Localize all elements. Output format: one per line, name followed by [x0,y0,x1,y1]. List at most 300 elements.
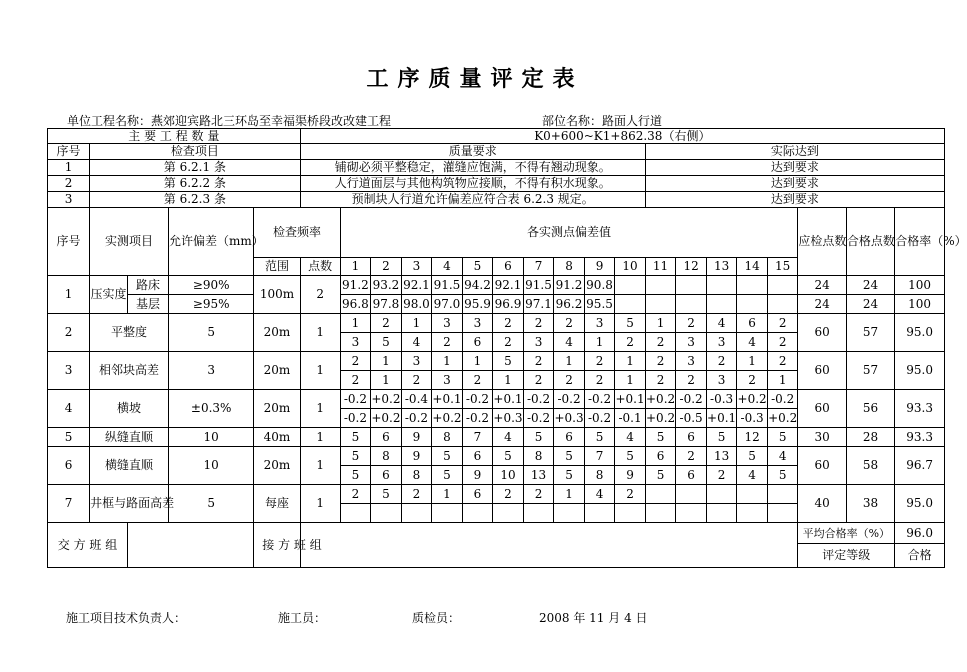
check-item-row [48,192,945,208]
compaction-layer: 路床 [127,276,168,295]
measured-item-points: 1 [300,314,340,352]
footer-date: 2008 年 11 月 4 日 [539,611,648,625]
deviation-value: -0.2 [767,390,798,409]
deviation-value: -0.5 [676,409,707,428]
deviation-value: 5 [432,447,463,466]
deviation-value [645,276,676,295]
deviation-value: +0.2 [645,390,676,409]
deviation-value: 3 [432,314,463,333]
header-col-number: 2 [371,258,402,276]
deviation-value: 3 [676,333,707,352]
header-col-number: 4 [432,258,463,276]
deviation-value: 2 [523,314,554,333]
compaction-row [48,295,945,314]
compaction-tolerance: ≥95% [169,295,254,314]
header-seq: 序号 [48,208,90,276]
should-check-count: 24 [798,295,846,314]
deviation-value: 91.2 [340,276,371,295]
measured-item-seq: 6 [48,447,90,485]
deviation-value: -0.2 [676,390,707,409]
deviation-value: -0.2 [554,390,585,409]
measured-item-name: 相邻块高差 [90,352,169,390]
deviation-value [737,485,768,504]
deviation-value: 5 [493,447,524,466]
deviation-value: 5 [371,333,402,352]
deviation-value [767,485,798,504]
header-col-number: 1 [340,258,371,276]
deviation-value: 4 [737,333,768,352]
should-check-count: 60 [798,352,846,390]
deviation-value [676,485,707,504]
deviation-value: 97.8 [371,295,402,314]
deviation-value [340,504,371,523]
measured-item-points: 1 [300,390,340,428]
deviation-value: +0.1 [615,390,646,409]
deviation-value: 1 [493,371,524,390]
check-item-requirement: 铺砌必须平整稳定，灌缝应饱满，不得有翘动现象。 [300,160,645,176]
deviation-value: 9 [401,428,432,447]
measured-item-tolerance: 5 [169,314,254,352]
header-frequency: 检查频率 [254,208,340,258]
header-range: 范围 [254,258,300,276]
deviation-value [645,504,676,523]
deviation-value: 6 [462,447,493,466]
handover-team-label: 交 方 班 组 [48,523,128,568]
deviation-value [767,276,798,295]
deviation-value: 5 [584,428,615,447]
check-item-actual: 达到要求 [645,160,944,176]
measured-item-tolerance: 3 [169,352,254,390]
deviation-value: 1 [371,371,402,390]
deviation-value: 1 [554,352,585,371]
qualified-count: 57 [846,314,894,352]
measured-item-seq: 7 [48,485,90,523]
deviation-value [371,504,402,523]
deviation-value: 6 [676,466,707,485]
grade-label: 评定等级 [798,544,895,568]
should-check-count: 60 [798,447,846,485]
deviation-value: 5 [737,447,768,466]
deviation-value: 1 [615,352,646,371]
measured-item-range: 20m [254,352,300,390]
header-deviation: 各实测点偏差值 [340,208,798,258]
deviation-value [737,504,768,523]
deviation-value: 3 [676,352,707,371]
compaction-row [48,276,945,295]
measured-item-name: 横坡 [90,390,169,428]
deviation-value: +0.1 [706,409,737,428]
deviation-value [584,504,615,523]
measured-item-tolerance: ±0.3% [169,390,254,428]
measured-item-name: 横缝直顺 [90,447,169,485]
deviation-value: 9 [462,466,493,485]
header-quality-requirement: 质量要求 [300,144,645,160]
deviation-value: 8 [584,466,615,485]
bottom-row-1 [48,523,945,544]
header-seq: 序号 [48,144,90,160]
deviation-value: 8 [371,447,402,466]
qualified-count: 28 [846,428,894,447]
deviation-value: 4 [493,428,524,447]
deviation-value: 5 [340,428,371,447]
deviation-value: 3 [706,333,737,352]
part-name: 部位名称：路面人行道 [542,114,663,128]
deviation-value [615,504,646,523]
deviation-value: -0.2 [584,409,615,428]
header-col-number: 14 [737,258,768,276]
measured-item-row [48,352,945,371]
measured-item-seq: 3 [48,352,90,390]
pass-rate: 95.0 [895,352,945,390]
compaction-points: 2 [300,276,340,314]
deviation-value: 91.5 [523,276,554,295]
deviation-value: 2 [615,485,646,504]
compaction-name: 压实度 [90,276,128,314]
deviation-value [767,295,798,314]
deviation-value: 4 [554,333,585,352]
header-col-number: 8 [554,258,585,276]
deviation-value: 96.2 [554,295,585,314]
check-item-row [48,176,945,192]
deviation-value: 4 [615,428,646,447]
deviation-value: 4 [584,485,615,504]
deviation-value: 9 [401,447,432,466]
deviation-value: 2 [493,314,524,333]
deviation-value: 5 [340,466,371,485]
receiver-team-value [300,523,798,568]
deviation-value [645,295,676,314]
avg-rate-value: 96.0 [895,523,945,544]
deviation-value: -0.1 [615,409,646,428]
deviation-value: 6 [371,428,402,447]
deviation-value [401,504,432,523]
deviation-value: +0.3 [493,409,524,428]
deviation-value: 90.8 [584,276,615,295]
deviation-value: 2 [340,485,371,504]
deviation-value: 1 [584,333,615,352]
measured-item-points: 1 [300,352,340,390]
deviation-value: 1 [432,485,463,504]
qualified-count: 57 [846,352,894,390]
check-item-row [48,160,945,176]
deviation-value: 2 [676,314,707,333]
deviation-value: 4 [401,333,432,352]
measured-item-range: 20m [254,447,300,485]
deviation-value: 8 [401,466,432,485]
deviation-value: 2 [737,371,768,390]
deviation-value: 6 [554,428,585,447]
deviation-value [737,295,768,314]
form-title: 工序质量评定表 [366,66,584,92]
measured-item-seq: 4 [48,390,90,428]
deviation-value: +0.1 [432,390,463,409]
deviation-value: 2 [584,352,615,371]
deviation-value: -0.2 [401,409,432,428]
deviation-value: -0.2 [584,390,615,409]
deviation-value: 7 [584,447,615,466]
header-col-number: 9 [584,258,615,276]
deviation-value: 2 [645,352,676,371]
header-col-number: 3 [401,258,432,276]
measured-item-range: 40m [254,428,300,447]
deviation-value [706,295,737,314]
qualified-count: 56 [846,390,894,428]
deviation-value: 2 [676,447,707,466]
avg-rate-label: 平均合格率（%） [798,523,895,544]
deviation-value: -0.2 [523,390,554,409]
deviation-value: 2 [523,371,554,390]
qualified-count: 58 [846,447,894,485]
deviation-value: 6 [462,333,493,352]
compaction-seq: 1 [48,276,90,314]
handover-team-value [127,523,253,568]
deviation-value: -0.2 [462,409,493,428]
deviation-value [462,504,493,523]
deviation-value [676,276,707,295]
deviation-value: 2 [523,485,554,504]
deviation-value: 6 [737,314,768,333]
deviation-value [523,504,554,523]
deviation-value: 96.8 [340,295,371,314]
deviation-value: 5 [493,352,524,371]
deviation-value: +0.1 [493,390,524,409]
deviation-value: -0.2 [340,390,371,409]
header-check-item: 检查项目 [90,144,301,160]
deviation-value: -0.4 [401,390,432,409]
deviation-value: 5 [523,428,554,447]
deviation-value: 94.2 [462,276,493,295]
header-col-number: 12 [676,258,707,276]
header-rate: 合格率（%） [895,208,945,276]
measured-item-points: 1 [300,485,340,523]
measured-item-points: 1 [300,428,340,447]
measured-item-row [48,390,945,409]
deviation-value [432,504,463,523]
deviation-value: 5 [706,428,737,447]
footer-tech-lead: 施工项目技术负责人： [66,611,187,625]
measured-item-name: 纵缝直顺 [90,428,169,447]
deviation-value: 8 [523,447,554,466]
check-item-clause: 第 6.2.1 条 [90,160,301,176]
check-item-seq: 1 [48,160,90,176]
qualified-count: 24 [846,295,894,314]
deviation-value: 5 [554,447,585,466]
deviation-value: 91.2 [554,276,585,295]
deviation-value: 6 [371,466,402,485]
deviation-value [493,504,524,523]
measured-item-range: 每座 [254,485,300,523]
measured-item-tolerance: 10 [169,428,254,447]
deviation-value: -0.2 [462,390,493,409]
deviation-value: 2 [493,485,524,504]
measured-item-row [48,314,945,333]
deviation-value: 93.2 [371,276,402,295]
measured-item-seq: 2 [48,314,90,352]
deviation-value: 5 [371,485,402,504]
deviation-value: 97.1 [523,295,554,314]
deviation-value [645,485,676,504]
deviation-value: 96.9 [493,295,524,314]
deviation-value: 12 [737,428,768,447]
deviation-value: 5 [645,428,676,447]
deviation-value: 3 [432,371,463,390]
measured-item-row [48,447,945,466]
deviation-value: 1 [645,314,676,333]
deviation-value: 2 [432,333,463,352]
receiver-team-label: 接 方 班 组 [254,523,300,568]
measured-item-points: 1 [300,447,340,485]
main-quantity-row [48,129,945,144]
deviation-value: 91.5 [432,276,463,295]
deviation-value: 98.0 [401,295,432,314]
measured-item-tolerance: 10 [169,447,254,485]
pass-rate: 100 [895,276,945,295]
deviation-value: 2 [767,314,798,333]
deviation-value: 2 [554,314,585,333]
check-item-seq: 3 [48,192,90,208]
qualified-count: 38 [846,485,894,523]
deviation-value [615,276,646,295]
deviation-value: 2 [676,371,707,390]
deviation-value: 4 [767,447,798,466]
deviation-value: 1 [432,352,463,371]
deviation-value: 2 [523,352,554,371]
compaction-layer: 基层 [127,295,168,314]
header-points: 点数 [300,258,340,276]
deviation-value: 95.5 [584,295,615,314]
should-check-count: 60 [798,314,846,352]
deviation-value [706,504,737,523]
deviation-value: 2 [401,485,432,504]
should-check-count: 60 [798,390,846,428]
deviation-value: 2 [767,352,798,371]
quality-evaluation-table [47,128,967,568]
check-item-clause: 第 6.2.3 条 [90,192,301,208]
deviation-value: +0.2 [737,390,768,409]
deviation-value: 5 [554,466,585,485]
header-col-number: 11 [645,258,676,276]
measured-item-row [48,485,945,504]
deviation-value [706,276,737,295]
deviation-value: 5 [432,466,463,485]
pass-rate: 93.3 [895,390,945,428]
deviation-value: +0.3 [554,409,585,428]
footer-constructor: 施工员： [278,611,327,625]
deviation-value: -0.3 [706,390,737,409]
header-actual: 实际达到 [645,144,944,160]
deviation-value: 2 [615,333,646,352]
unit-project-name: 单位工程名称：燕郊迎宾路北三环岛至幸福渠桥段改改建工程 [67,114,392,128]
header-col-number: 7 [523,258,554,276]
deviation-value: 2 [645,371,676,390]
measured-item-name: 平整度 [90,314,169,352]
check-item-clause: 第 6.2.2 条 [90,176,301,192]
deviation-value: 7 [462,428,493,447]
deviation-value: 2 [706,352,737,371]
deviation-value: 5 [767,428,798,447]
header-qualified: 合格点数 [846,208,894,276]
pass-rate: 95.0 [895,485,945,523]
deviation-value [767,504,798,523]
deviation-value: 6 [645,447,676,466]
deviation-value: 97.0 [432,295,463,314]
measured-item-tolerance: 5 [169,485,254,523]
deviation-value: 1 [554,485,585,504]
check-item-requirement: 人行道面层与其他构筑物应接顺，不得有积水现象。 [300,176,645,192]
deviation-value: 3 [584,314,615,333]
measured-item-seq: 5 [48,428,90,447]
deviation-value: 3 [401,352,432,371]
deviation-value: 2 [584,371,615,390]
main-quantity-label: 主 要 工 程 数 量 [48,129,301,144]
deviation-value: 9 [615,466,646,485]
deviation-value: 1 [340,314,371,333]
pass-rate: 93.3 [895,428,945,447]
deviation-value: 3 [706,371,737,390]
deviation-value: 2 [462,371,493,390]
should-check-count: 40 [798,485,846,523]
header-col-number: 5 [462,258,493,276]
main-quantity-value: K0+600~K1+862.38（右侧） [300,129,944,144]
deviation-value: 6 [676,428,707,447]
deviation-value: +0.2 [432,409,463,428]
deviation-value: +0.2 [645,409,676,428]
deviation-value: 2 [554,371,585,390]
deviation-value: -0.2 [340,409,371,428]
header-measured-item: 实测项目 [90,208,169,276]
deviation-value: 2 [371,314,402,333]
deviation-value: 2 [340,352,371,371]
deviation-value: 1 [615,371,646,390]
deviation-value: 13 [523,466,554,485]
deviation-value: 92.1 [493,276,524,295]
qualified-count: 24 [846,276,894,295]
deviation-value: 3 [340,333,371,352]
footer-inspector: 质检员： [412,611,461,625]
deviation-value: 10 [493,466,524,485]
deviation-value: 13 [706,447,737,466]
deviation-value: 8 [432,428,463,447]
grade-value: 合格 [895,544,945,568]
pass-rate: 95.0 [895,314,945,352]
header-col-number: 13 [706,258,737,276]
deviation-value: 1 [401,314,432,333]
deviation-value: +0.2 [767,409,798,428]
deviation-value [706,485,737,504]
deviation-value: 2 [340,371,371,390]
header-col-number: 6 [493,258,524,276]
deviation-value: 2 [645,333,676,352]
deviation-value: 3 [523,333,554,352]
deviation-value: 2 [493,333,524,352]
header-should-check: 应检点数 [798,208,846,276]
header-col-number: 15 [767,258,798,276]
header-tolerance: 允许偏差（mm） [169,208,254,276]
deviation-value [676,295,707,314]
deviation-value: 1 [371,352,402,371]
deviation-value: 1 [737,352,768,371]
check-item-actual: 达到要求 [645,176,944,192]
deviation-value: 2 [706,466,737,485]
deviation-value: 4 [737,466,768,485]
deviation-value: 4 [706,314,737,333]
deviation-value: -0.2 [523,409,554,428]
deviation-value: +0.2 [371,390,402,409]
compaction-tolerance: ≥90% [169,276,254,295]
header-col-number: 10 [615,258,646,276]
measured-item-row [48,428,945,447]
should-check-count: 30 [798,428,846,447]
